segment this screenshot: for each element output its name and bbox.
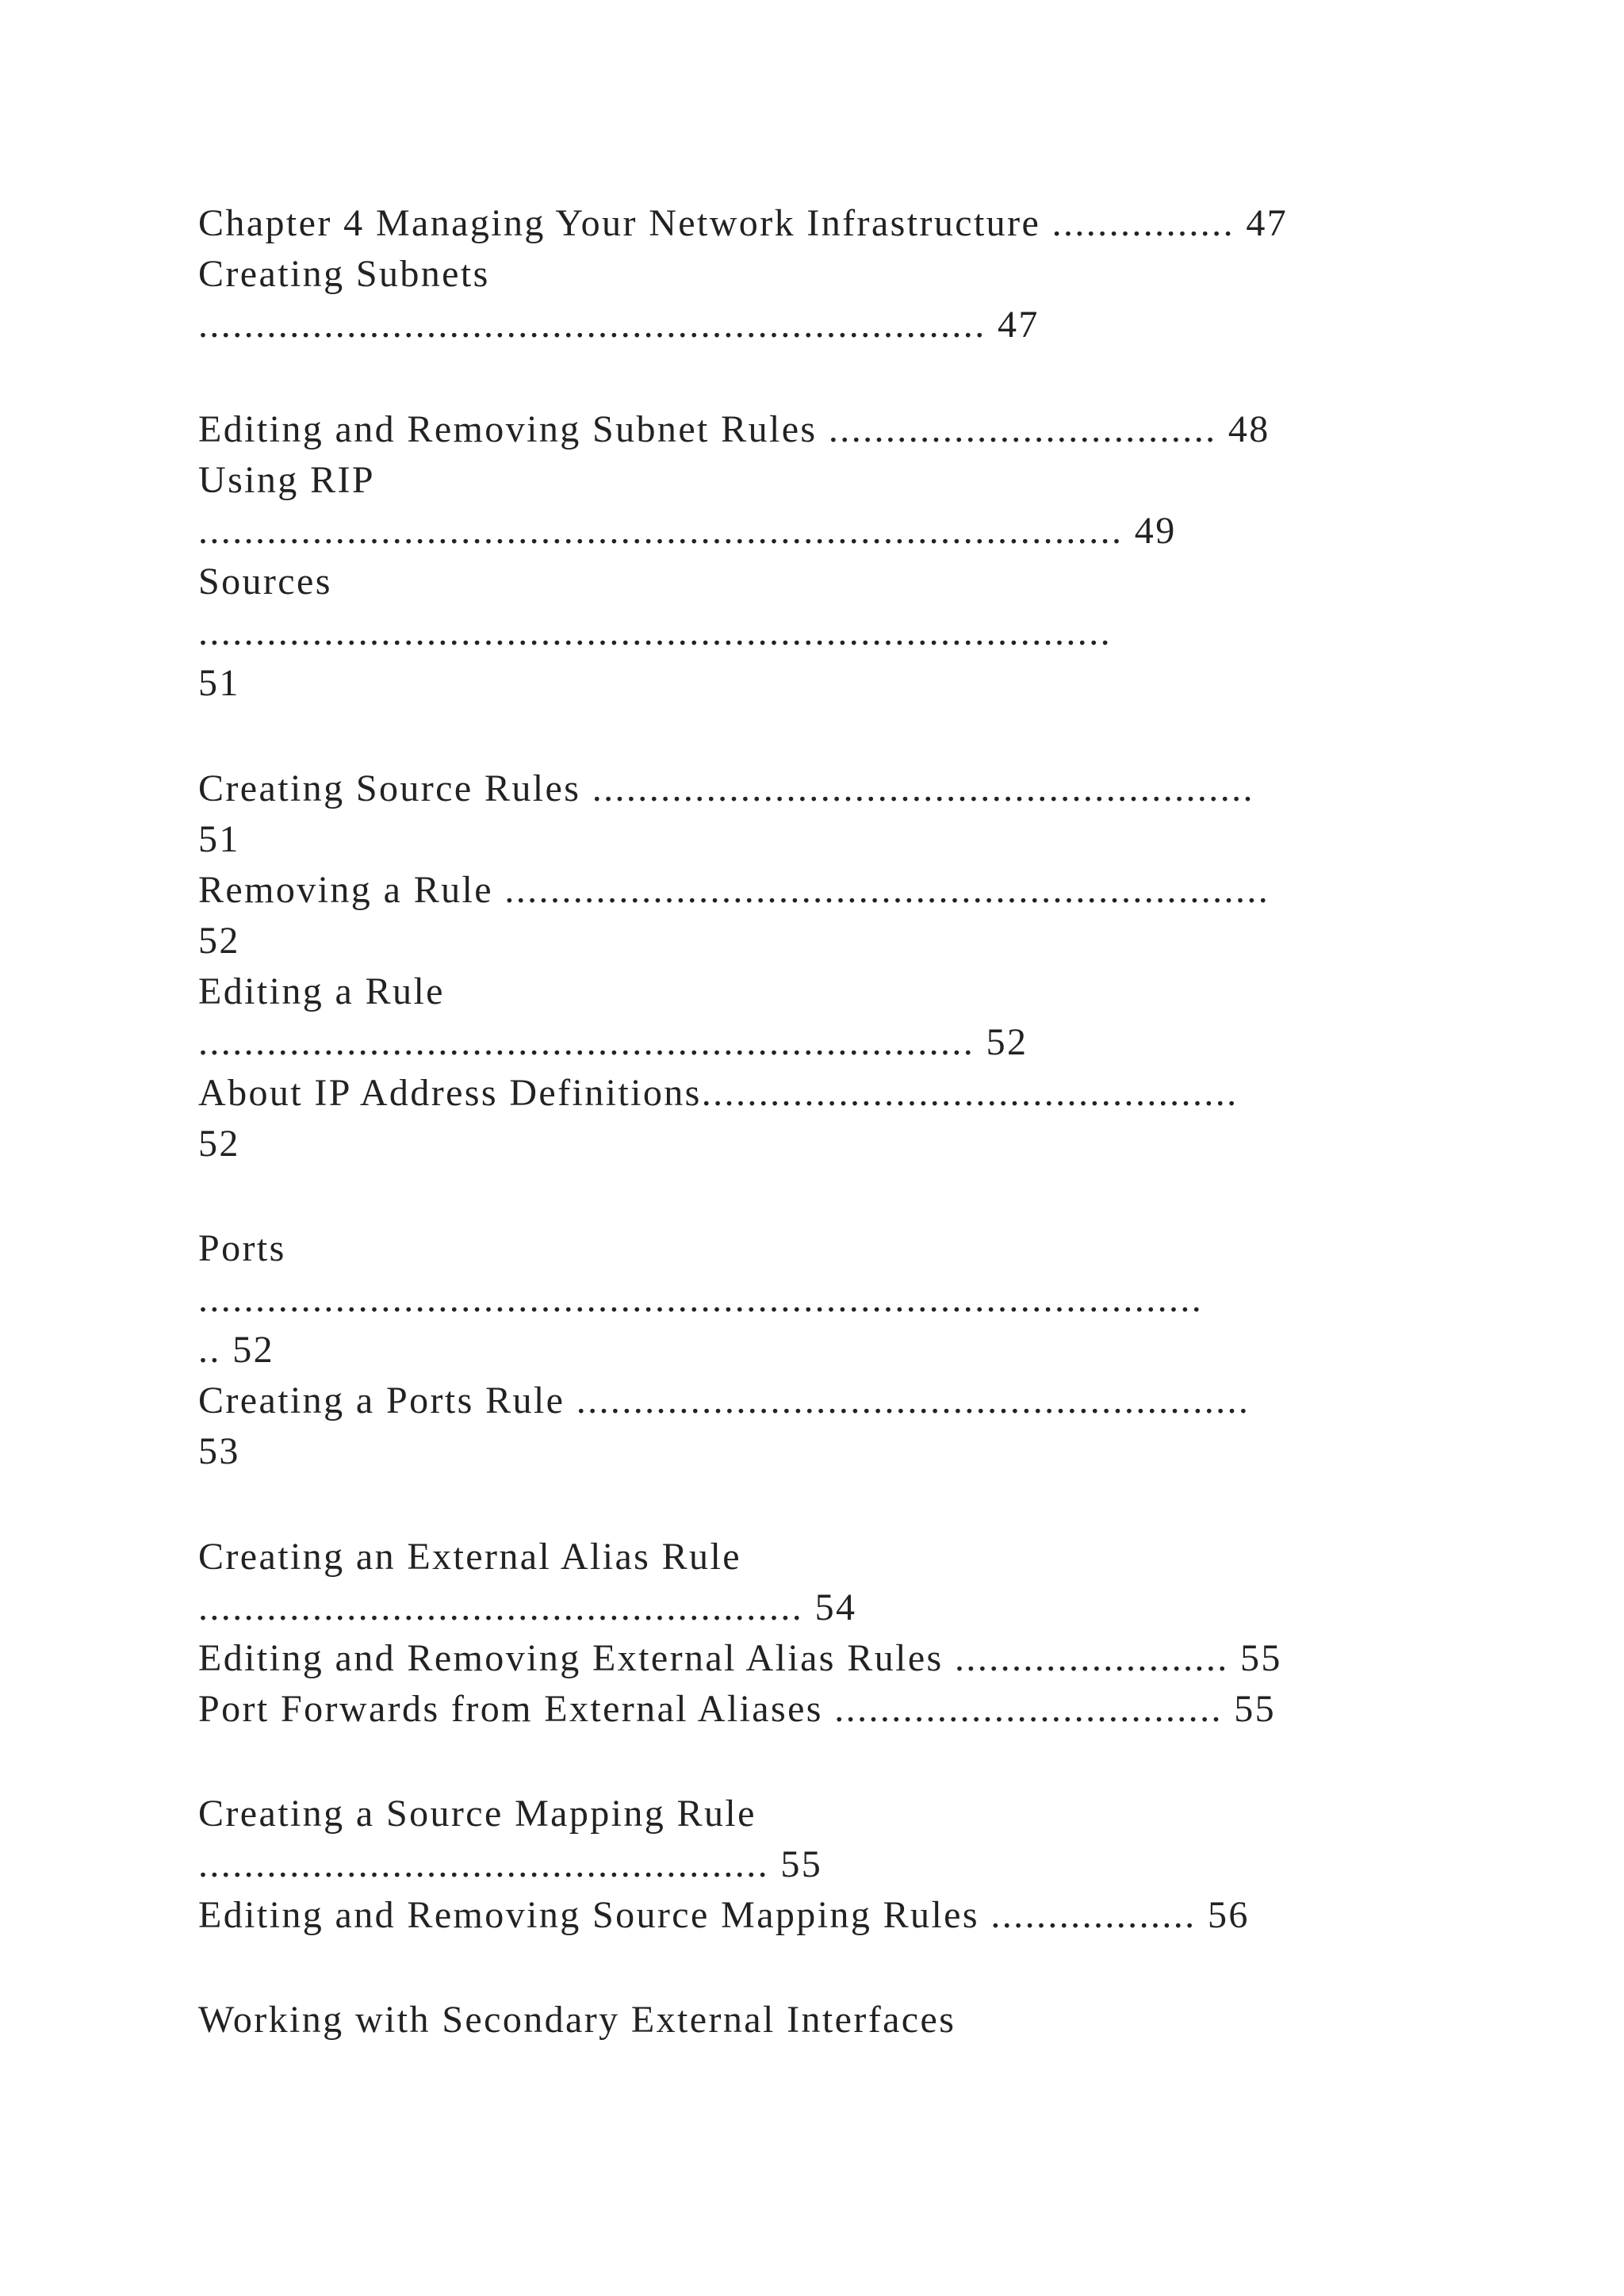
toc-entry-external-alias-rule: Creating an External Alias Rule [198,1536,741,1578]
toc-entry-creating-source-rules: Creating Source Rules .......................................................... [198,767,1254,809]
toc-entry-source-mapping-rule: Creating a Source Mapping Rule [198,1793,756,1835]
toc-entry-using-rip: Using RIP [198,459,375,501]
toc-entry-editing-source-mapping-rules: Editing and Removing Source Mapping Rules .................. 56 [198,1894,1250,1936]
toc-leader-ports: ........................................................................................ [198,1278,1204,1320]
toc-leader-page-52: .................................................................... 52 [198,1021,1028,1063]
toc-leader-page-55: .................................................. 55 [198,1843,823,1885]
toc-page-number: 51 [198,818,240,860]
toc-chapter-4-heading: Chapter 4 Managing Your Network Infrastructure ................ 47 [198,202,1289,244]
toc-entry-editing-external-alias-rules: Editing and Removing External Alias Rules ........................ 55 [198,1637,1282,1679]
toc-entry-ip-address-definitions: About IP Address Definitions............................................... [198,1072,1239,1114]
toc-entry-sources: Sources [198,561,332,603]
toc-entry-removing-a-rule: Removing a Rule ................................................................... [198,869,1270,911]
toc-entry-editing-a-rule: Editing a Rule [198,970,445,1012]
toc-leader-page-52: .. 52 [198,1329,274,1371]
toc-leader-page-54: ..................................................... 54 [198,1586,857,1628]
toc-page-number: 52 [198,1123,240,1165]
toc-leader-page-47: ..................................................................... 47 [198,304,1040,346]
toc-entry-editing-subnet-rules: Editing and Removing Subnet Rules .................................. 48 [198,408,1270,450]
toc-page-number: 53 [198,1430,240,1472]
toc-entry-creating-ports-rule: Creating a Ports Rule ........................................................... [198,1380,1251,1422]
toc-leader-page-49: ................................................................................. 49 [198,510,1177,552]
toc-entry-secondary-external-interfaces: Working with Secondary External Interfaces [198,1999,956,2041]
toc-entry-creating-subnets: Creating Subnets [198,253,490,295]
toc-entry-port-forwards: Port Forwards from External Aliases .................................. 55 [198,1688,1277,1730]
toc-leader-sources: ................................................................................ [198,611,1112,653]
toc-page-number: 51 [198,662,240,704]
toc-page-number: 52 [198,920,240,962]
toc-entry-ports: Ports [198,1227,286,1269]
